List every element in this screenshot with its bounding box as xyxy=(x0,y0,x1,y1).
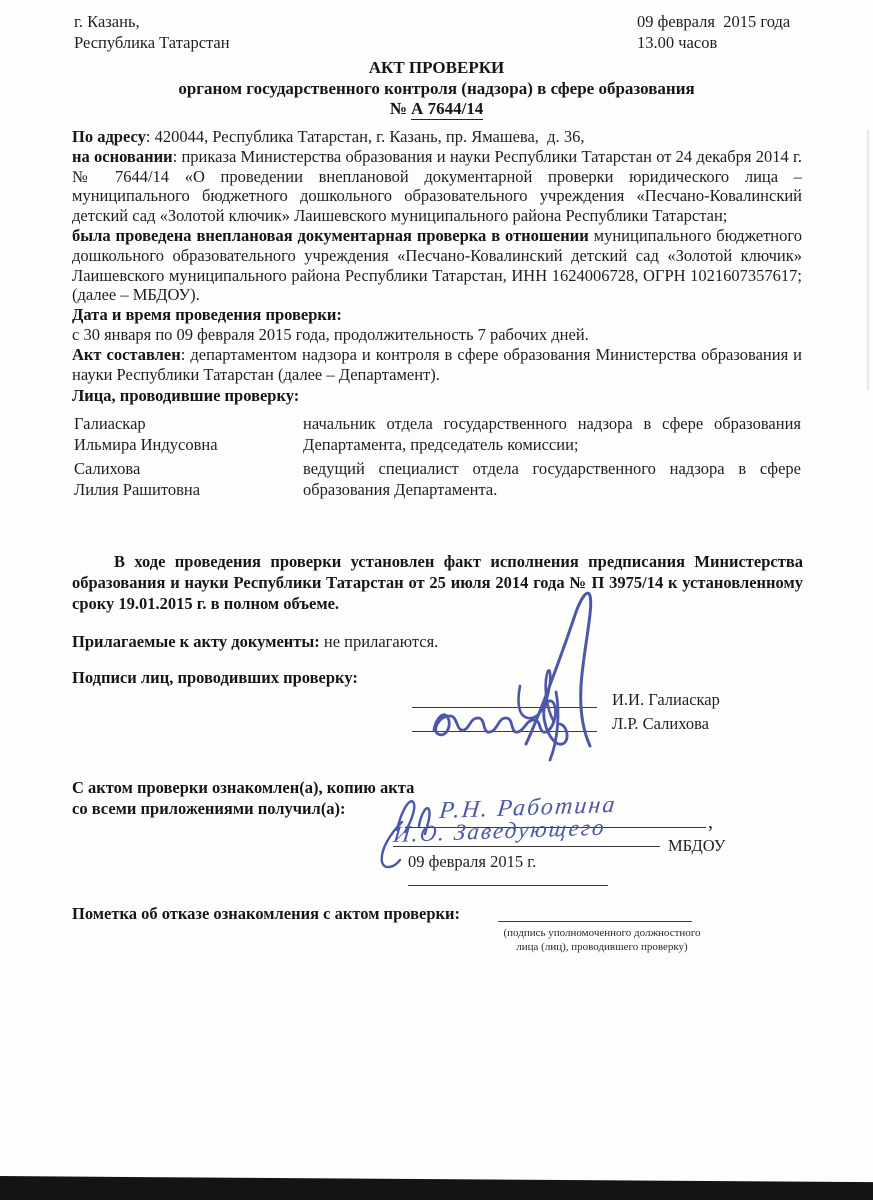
acknowledgment-comma: , xyxy=(708,811,713,833)
refusal-caption-line2: лица (лиц), проводившего проверку) xyxy=(516,941,688,953)
acknowledgment-label-line1: С актом проверки ознакомлен(а), копию акта xyxy=(72,778,415,797)
document-number-prefix: № xyxy=(389,99,412,118)
paragraph-inspection-text: муниципального бюджетного дошкольного образовательного учреждения «Песчано-Ковалинский детский сад «Золотой ключик» Лаишевского муниципального района Республики Татарстан, ИНН 1624006728, ОГРН 1021607357617; (далее – МБДОУ). xyxy=(72,225,802,305)
inspector-1-role: начальник отдела государственного надзора в сфере образования Департамента, председатель комиссии; xyxy=(303,414,801,454)
paragraph-duration-text: с 30 января по 09 февраля 2015 года, продолжительность 7 рабочих дней. xyxy=(72,324,589,344)
inspector-2-name xyxy=(74,459,200,500)
signature-name-1: И.И. Галиаскар xyxy=(612,690,720,709)
attachments-label: Прилагаемые к акту документы: xyxy=(72,632,320,651)
intro-section xyxy=(72,127,802,384)
signature-name-2: Л.Р. Салихова xyxy=(612,714,709,733)
inspector-2-surname: Салихова xyxy=(74,459,141,478)
inspector-1-firstname: Ильмира Индусовна xyxy=(74,434,218,454)
paragraph-address-text: : 420044, Республика Татарстан, г. Казань, пр. Ямашева, д. 36, xyxy=(145,127,585,146)
paragraph-act-composed-label: Акт составлен xyxy=(72,344,181,364)
document-number: А 7644/14 xyxy=(411,99,484,118)
signature-ink-salikhova xyxy=(428,688,598,766)
paragraph-basis-text: : приказа Министерства образования и науки Республики Татарстан от 24 декабря 2014 г. № 7644/14 «О проведении внеплановой документарной проверки юридического лица – муниципального бюджетного дошкольного образовательного учреждения «Песчано-Ковалинский детский сад «Золотой ключик» Лаишевского муниципального района Республики Татарстан; xyxy=(72,146,803,226)
attachments-line xyxy=(72,632,438,652)
paragraph-basis-label: на основании xyxy=(72,146,173,166)
acknowledgment-handwritten-position: И.О. Заведующего xyxy=(392,814,608,848)
findings-paragraph: В ходе проведения проверки установлен факт исполнения предписания Министерства образования и науки Республики Татарстан от 25 июля 2014 года № П 3975/14 к установленному сроку 19.01.2015 г. в полном объеме. xyxy=(72,552,803,613)
refusal-caption xyxy=(486,926,718,954)
refusal-signature-line xyxy=(498,921,692,922)
header-city: г. Казань, xyxy=(74,12,140,31)
paragraph-address xyxy=(72,127,802,147)
paragraph-address-label: По адресу xyxy=(72,127,146,146)
refusal-caption-line1: (подпись уполномоченного должностного xyxy=(503,927,701,939)
acknowledgment-line-3 xyxy=(408,885,608,886)
paragraph-inspection-label: была проведена внеплановая документарная проверка в отношении xyxy=(72,225,589,245)
inspector-2-role: ведущий специалист отдела государственного надзора в сфере образования Департамента. xyxy=(303,459,801,499)
document-subtitle: органом государственного контроля (надзора) в сфере образования xyxy=(178,78,695,98)
inspector-2-firstname: Лилия Рашитовна xyxy=(74,479,201,499)
inspector-1-surname: Галиаскар xyxy=(74,414,146,433)
paragraph-datetime-heading xyxy=(72,305,802,325)
acknowledgment-label xyxy=(72,777,414,819)
attachments-value: не прилагаются. xyxy=(319,632,439,651)
acknowledgment-org: МБДОУ xyxy=(668,836,726,855)
inspector-1-name xyxy=(74,414,218,455)
document-title: АКТ ПРОВЕРКИ xyxy=(368,58,505,77)
header-datetime xyxy=(637,12,790,53)
document-number-line xyxy=(0,99,873,120)
refusal-label: Пометка об отказе ознакомления с актом проверки: xyxy=(72,904,460,923)
acknowledgment-line-2 xyxy=(393,846,660,847)
signatures-heading: Подписи лиц, проводивших проверку: xyxy=(72,668,358,687)
paragraph-act-composed xyxy=(72,345,802,385)
header-time: 13.00 часов xyxy=(637,32,718,52)
paragraph-duration xyxy=(72,325,802,345)
acknowledgment-date: 09 февраля 2015 г. xyxy=(408,852,537,871)
header-place xyxy=(74,12,230,53)
paragraph-inspection xyxy=(72,226,802,305)
paragraph-basis xyxy=(72,147,802,226)
header-date: 09 февраля 2015 года xyxy=(637,12,791,31)
paragraph-datetime-label: Дата и время проведения проверки: xyxy=(72,305,342,325)
scan-edge-shade xyxy=(867,130,869,390)
paragraph-act-composed-text: : департаментом надзора и контроля в сфере образования Министерства образования и науки Республики Татарстан (далее – Департамент). xyxy=(72,344,803,384)
inspectors-heading: Лица, проводившие проверку: xyxy=(72,386,300,405)
header-region: Республика Татарстан xyxy=(74,32,230,52)
scan-artifact-band xyxy=(0,1176,873,1200)
acknowledgment-handwritten-name: Р.Н. Работина xyxy=(438,791,618,825)
document-title-block xyxy=(0,58,873,120)
acknowledgment-label-line2: со всеми приложениями получил(а): xyxy=(72,799,346,818)
